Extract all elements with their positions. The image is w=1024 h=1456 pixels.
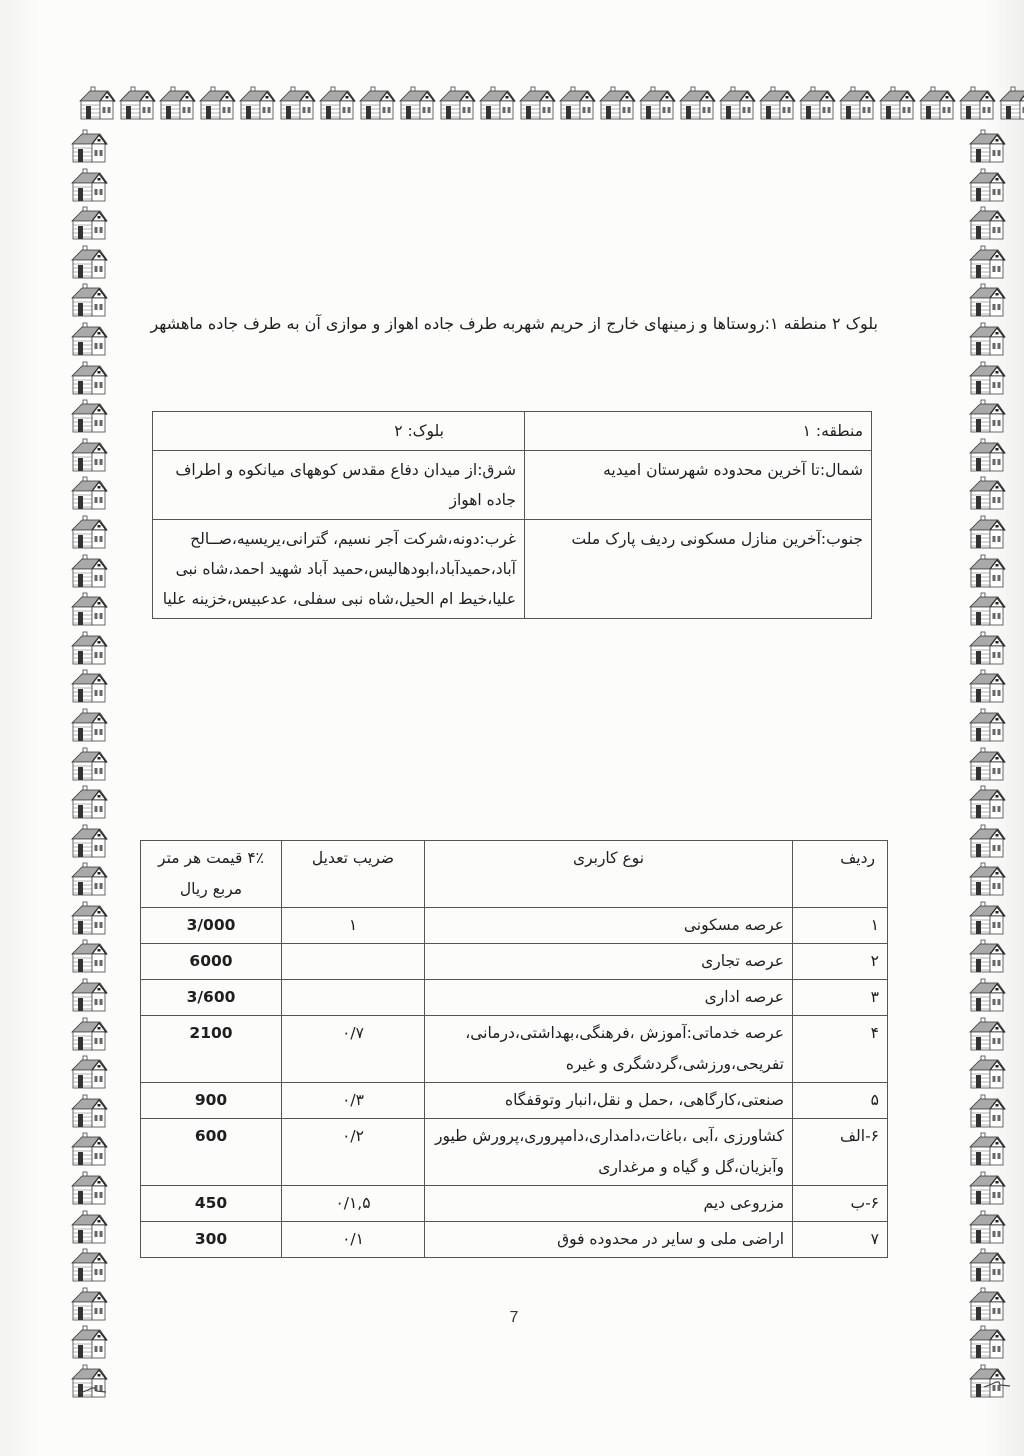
house-icon <box>968 1170 1006 1208</box>
house-icon <box>968 630 1006 668</box>
south-west-row <box>153 520 872 619</box>
usage-type-cell: مزروعی دیم <box>425 1186 793 1222</box>
house-icon <box>70 746 108 784</box>
page-heading: بلوک ۲ منطقه ۱:روستاها و زمینهای خارج از حریم شهربه طرف جاده اهواز و موازی آن به طرف جاده ماهشهر <box>150 314 878 333</box>
house-icon <box>70 630 108 668</box>
house-icon <box>70 591 108 629</box>
price-cell: 2100 <box>141 1016 282 1083</box>
house-icon <box>558 86 596 122</box>
house-icon <box>968 437 1006 475</box>
house-icon <box>70 1247 108 1285</box>
house-icon <box>968 1247 1006 1285</box>
house-icon <box>968 398 1006 436</box>
table-row <box>141 1083 888 1119</box>
coefficient-cell: ۰/۲ <box>282 1119 425 1186</box>
house-icon <box>968 784 1006 822</box>
coefficient-cell: ۰/۱,۵ <box>282 1186 425 1222</box>
house-icon <box>968 475 1006 513</box>
right-house-border <box>968 128 1010 1398</box>
house-icon <box>518 86 556 122</box>
house-icon <box>968 205 1006 243</box>
house-icon <box>70 668 108 706</box>
house-icon <box>968 746 1006 784</box>
house-icon <box>70 167 108 205</box>
house-icon <box>70 398 108 436</box>
house-icon <box>70 938 108 976</box>
header-usage-type: نوع کاربری <box>425 841 793 908</box>
row-number-cell: ۷ <box>793 1222 888 1258</box>
house-icon <box>70 553 108 591</box>
usage-type-cell: اراضی ملی و سایر در محدوده فوق <box>425 1222 793 1258</box>
usage-type-cell: صنعتی،کارگاهی، ،حمل و نقل،انبار وتوقفگاه <box>425 1083 793 1119</box>
coefficient-cell <box>282 944 425 980</box>
usage-type-cell: کشاورزی ،آبی ،باغات،دامداری،دامپروری،پرورش طیور وآبزیان،گل و گیاه و مرغداری <box>425 1119 793 1186</box>
west-boundary: غرب:دونه،شرکت آجر نسیم، گترانی،یریسیه،صــالح آباد،حمیدآباد،ابودهالیس،حمید آباد شهید احمد،شاه نبی علیا،خیط ام الحیل،شاه نبی سفلی، عدعبیس،خزینه علیا <box>153 520 525 619</box>
house-roof-fragment-icon <box>78 1386 108 1394</box>
north-boundary: شمال:تا آخرین محدوده شهرستان امیدیه <box>525 451 872 520</box>
house-icon <box>318 86 356 122</box>
house-icon <box>968 128 1006 166</box>
house-icon <box>70 1170 108 1208</box>
usage-type-cell: عرصه مسکونی <box>425 908 793 944</box>
house-icon <box>70 1131 108 1169</box>
row-number-cell: ۲ <box>793 944 888 980</box>
table-row <box>141 944 888 980</box>
house-icon <box>70 861 108 899</box>
coefficient-cell: ۱ <box>282 908 425 944</box>
house-icon <box>70 707 108 745</box>
house-icon <box>968 861 1006 899</box>
house-icon <box>968 938 1006 976</box>
top-house-border <box>78 86 1024 126</box>
house-icon <box>968 1093 1006 1131</box>
coefficient-cell: ۰/۱ <box>282 1222 425 1258</box>
house-icon <box>968 823 1006 861</box>
house-icon <box>968 1054 1006 1092</box>
price-cell: 900 <box>141 1083 282 1119</box>
house-icon <box>968 977 1006 1015</box>
house-icon <box>118 86 156 122</box>
price-cell: 600 <box>141 1119 282 1186</box>
usage-type-cell: عرصه خدماتی:آموزش ،فرهنگی،بهداشتی،درمانی، تفریحی،ورزشی،گردشگری و غیره <box>425 1016 793 1083</box>
house-icon <box>70 823 108 861</box>
header-adjustment-coefficient: ضریب تعدیل <box>282 841 425 908</box>
price-cell: 300 <box>141 1222 282 1258</box>
house-icon <box>968 167 1006 205</box>
south-boundary: جنوب:آخرین منازل مسکونی ردیف پارک ملت <box>525 520 872 619</box>
block-cell: بلوک: ۲ <box>153 412 525 451</box>
house-icon <box>878 86 916 122</box>
house-icon <box>70 1324 108 1362</box>
usage-type-cell: عرصه اداری <box>425 980 793 1016</box>
house-icon <box>398 86 436 122</box>
boundary-table <box>152 411 872 619</box>
house-icon <box>968 1324 1006 1362</box>
house-icon <box>968 668 1006 706</box>
house-icon <box>968 360 1006 398</box>
table-row <box>141 980 888 1016</box>
house-icon <box>158 86 196 122</box>
zone-cell: منطقه: ۱ <box>525 412 872 451</box>
row-number-cell: ۶-ب <box>793 1186 888 1222</box>
header-row <box>141 841 888 908</box>
house-icon <box>198 86 236 122</box>
house-icon <box>70 514 108 552</box>
price-cell: 450 <box>141 1186 282 1222</box>
house-icon <box>70 1363 108 1401</box>
row-number-cell: ۴ <box>793 1016 888 1083</box>
house-icon <box>968 1131 1006 1169</box>
house-icon <box>70 282 108 320</box>
house-roof-fragment-icon <box>982 1380 1012 1388</box>
house-icon <box>968 591 1006 629</box>
house-icon <box>598 86 636 122</box>
house-icon <box>968 900 1006 938</box>
house-icon <box>70 1093 108 1131</box>
house-icon <box>638 86 676 122</box>
house-icon <box>968 282 1006 320</box>
house-icon <box>968 707 1006 745</box>
page-number: 7 <box>509 1309 519 1326</box>
house-icon <box>70 1209 108 1247</box>
house-icon <box>798 86 836 122</box>
house-icon <box>70 475 108 513</box>
row-number-cell: ۱ <box>793 908 888 944</box>
table-row <box>141 1016 888 1083</box>
house-icon <box>758 86 796 122</box>
coefficient-cell: ۰/۳ <box>282 1083 425 1119</box>
house-icon <box>968 553 1006 591</box>
table-row <box>141 1222 888 1258</box>
table-row <box>141 908 888 944</box>
house-icon <box>358 86 396 122</box>
house-icon <box>678 86 716 122</box>
header-price-per-m2: ۴٪ قیمت هر متر مربع ریال <box>141 841 282 908</box>
house-icon <box>998 86 1024 122</box>
table-row <box>141 1119 888 1186</box>
header-row-number: ردیف <box>793 841 888 908</box>
house-icon <box>958 86 996 122</box>
house-icon <box>70 437 108 475</box>
house-icon <box>70 1016 108 1054</box>
row-number-cell: ۶-الف <box>793 1119 888 1186</box>
house-icon <box>968 1286 1006 1324</box>
price-cell: 6000 <box>141 944 282 980</box>
house-icon <box>70 1286 108 1324</box>
house-icon <box>918 86 956 122</box>
row-number-cell: ۵ <box>793 1083 888 1119</box>
house-icon <box>70 900 108 938</box>
row-number-cell: ۳ <box>793 980 888 1016</box>
house-icon <box>70 128 108 166</box>
house-icon <box>968 514 1006 552</box>
house-icon <box>70 360 108 398</box>
land-price-table <box>140 840 888 1258</box>
house-icon <box>718 86 756 122</box>
house-icon <box>968 1209 1006 1247</box>
price-cell: 3/600 <box>141 980 282 1016</box>
house-icon <box>70 784 108 822</box>
house-icon <box>70 244 108 282</box>
house-icon <box>968 244 1006 282</box>
east-boundary: شرق:از میدان دفاع مقدس کوههای میانکوه و اطراف جاده اهواز <box>153 451 525 520</box>
house-icon <box>278 86 316 122</box>
house-icon <box>968 321 1006 359</box>
house-icon <box>78 86 116 122</box>
house-icon <box>70 321 108 359</box>
coefficient-cell <box>282 980 425 1016</box>
coefficient-cell: ۰/۷ <box>282 1016 425 1083</box>
north-east-row <box>153 451 872 520</box>
house-icon <box>70 977 108 1015</box>
house-icon <box>238 86 276 122</box>
house-icon <box>838 86 876 122</box>
house-icon <box>438 86 476 122</box>
house-icon <box>478 86 516 122</box>
house-icon <box>70 1054 108 1092</box>
price-cell: 3/000 <box>141 908 282 944</box>
table-row <box>141 1186 888 1222</box>
zone-block-row <box>153 412 872 451</box>
left-house-border <box>70 128 112 1398</box>
usage-type-cell: عرصه تجاری <box>425 944 793 980</box>
house-icon <box>968 1016 1006 1054</box>
house-icon <box>70 205 108 243</box>
